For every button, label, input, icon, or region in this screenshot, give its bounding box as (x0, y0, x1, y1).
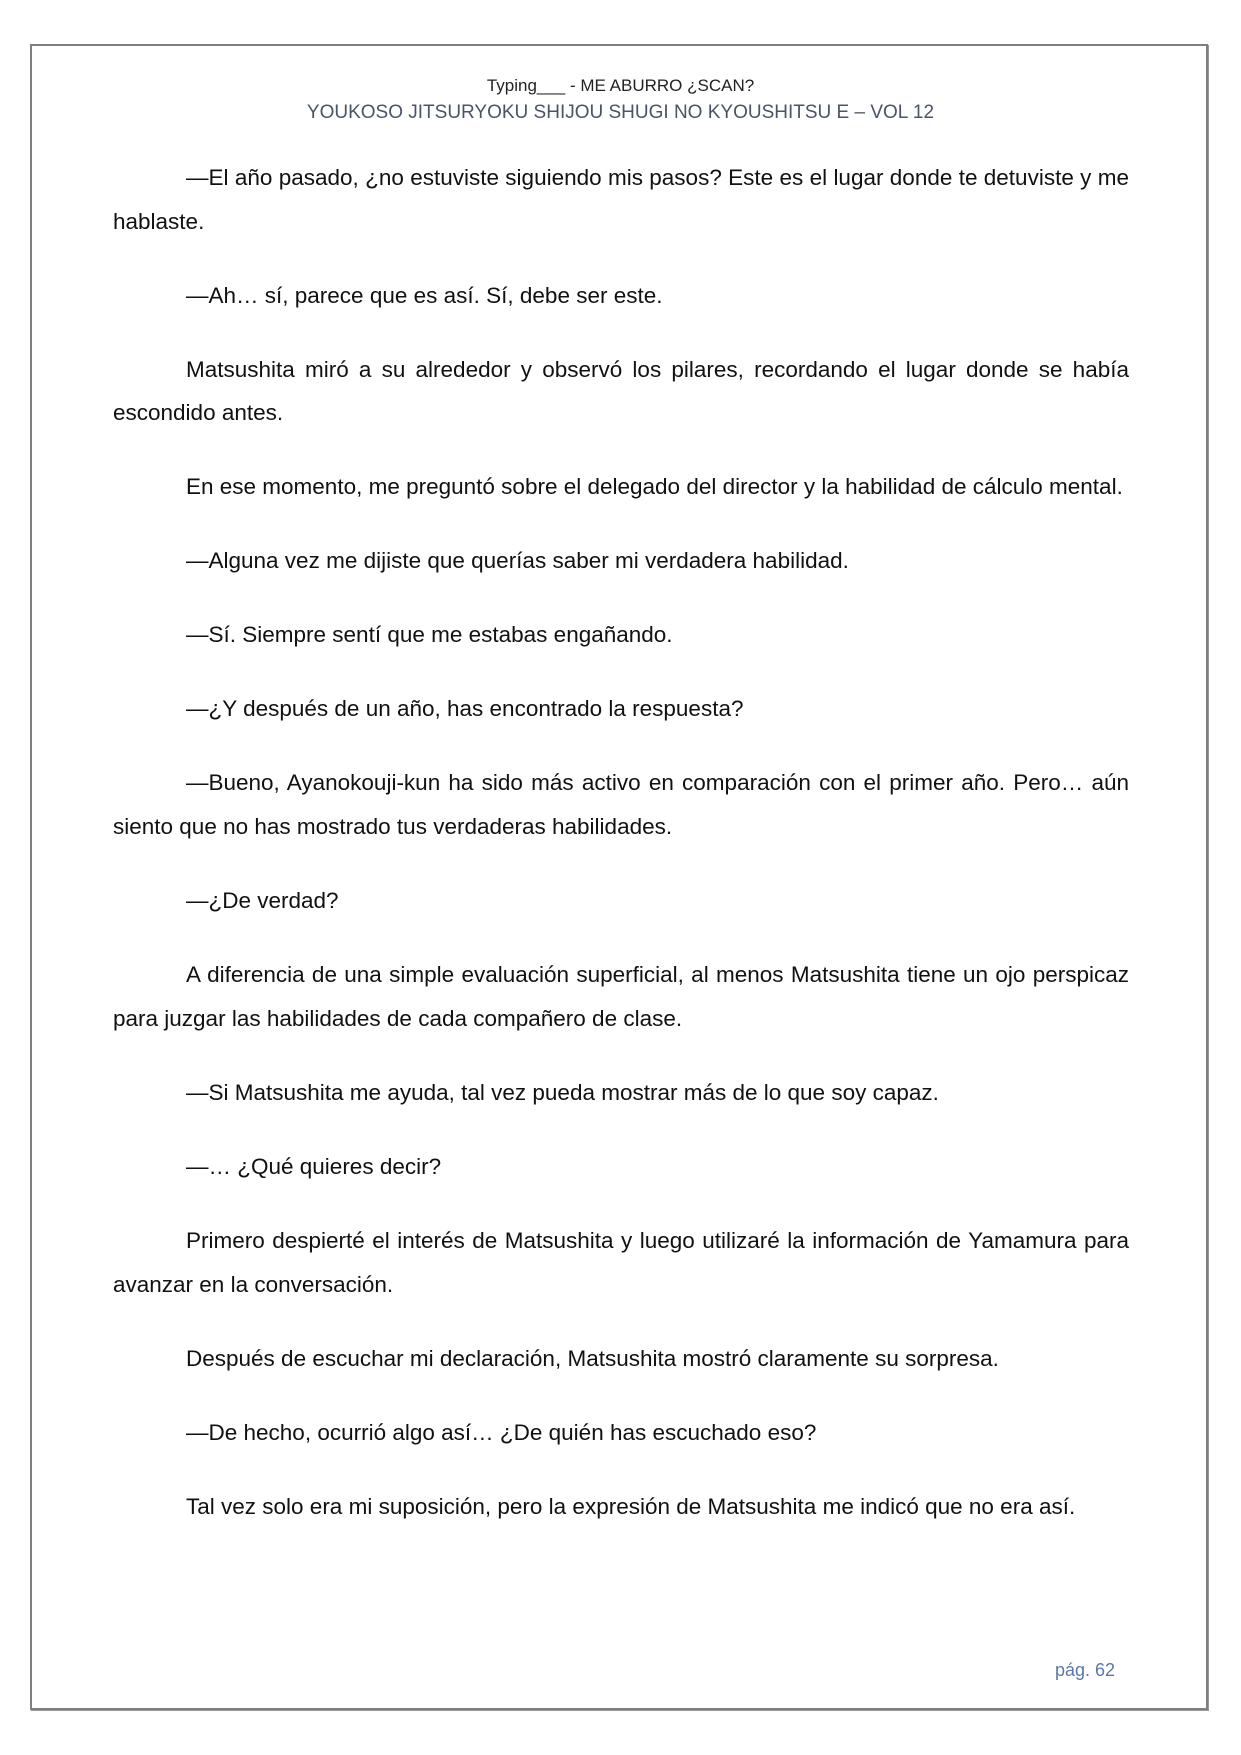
paragraph: Matsushita miró a su alrededor y observó los pilares, recordando el lugar donde se había escondido antes. (113, 356, 1129, 426)
paragraph: A diferencia de una simple evaluación superficial, al menos Matsushita tiene un ojo perspicaz para juzgar las habilidades de cada compañero de clase. (113, 962, 1129, 1031)
paragraph: —De hecho, ocurrió algo así… ¿De quién has escuchado eso? (186, 1419, 817, 1445)
paragraph: —¿Y después de un año, has encontrado la respuesta? (186, 696, 744, 722)
paragraph: —… ¿Qué quieres decir? (186, 1153, 442, 1179)
paragraph: —Alguna vez me dijiste que querías saber mi verdadera habilidad. (186, 548, 849, 574)
paragraph: —Sí. Siempre sentí que me estabas engañando. (186, 622, 673, 648)
header-credit: Typing___ - ME ABURRO ¿SCAN? (486, 76, 755, 95)
paragraph: —Si Matsushita me ayuda, tal vez pueda mostrar más de lo que soy capaz. (186, 1079, 939, 1105)
page-number: pág. 62 (1055, 1660, 1116, 1680)
paragraph: Primero despierté el interés de Matsushita y luego utilizaré la información de Yamamura para avanzar en la conversación. (113, 1227, 1129, 1297)
paragraph: Después de escuchar mi declaración, Matsushita mostró claramente su sorpresa. (186, 1345, 999, 1371)
paragraph: —¿De verdad? (186, 888, 339, 914)
paragraph: —Bueno, Ayanokouji-kun ha sido más activo en comparación con el primer año. Pero… aún siento que no has mostrado tus verdaderas habilidades. (113, 770, 1129, 840)
paragraph: —Ah… sí, parece que es así. Sí, debe ser este. (186, 282, 663, 308)
paragraph: En ese momento, me preguntó sobre el delegado del director y la habilidad de cálculo mental. (186, 474, 1123, 500)
page-body (113, 156, 1129, 1559)
header-title: YOUKOSO JITSURYOKU SHIJOU SHUGI NO KYOUSHITSU E – VOL 12 (306, 102, 935, 123)
paragraph: Tal vez solo era mi suposición, pero la expresión de Matsushita me indicó que no era así. (186, 1493, 1076, 1519)
paragraph: —El año pasado, ¿no estuviste siguiendo mis pasos? Este es el lugar donde te detuviste y me hablaste. (113, 165, 1129, 234)
